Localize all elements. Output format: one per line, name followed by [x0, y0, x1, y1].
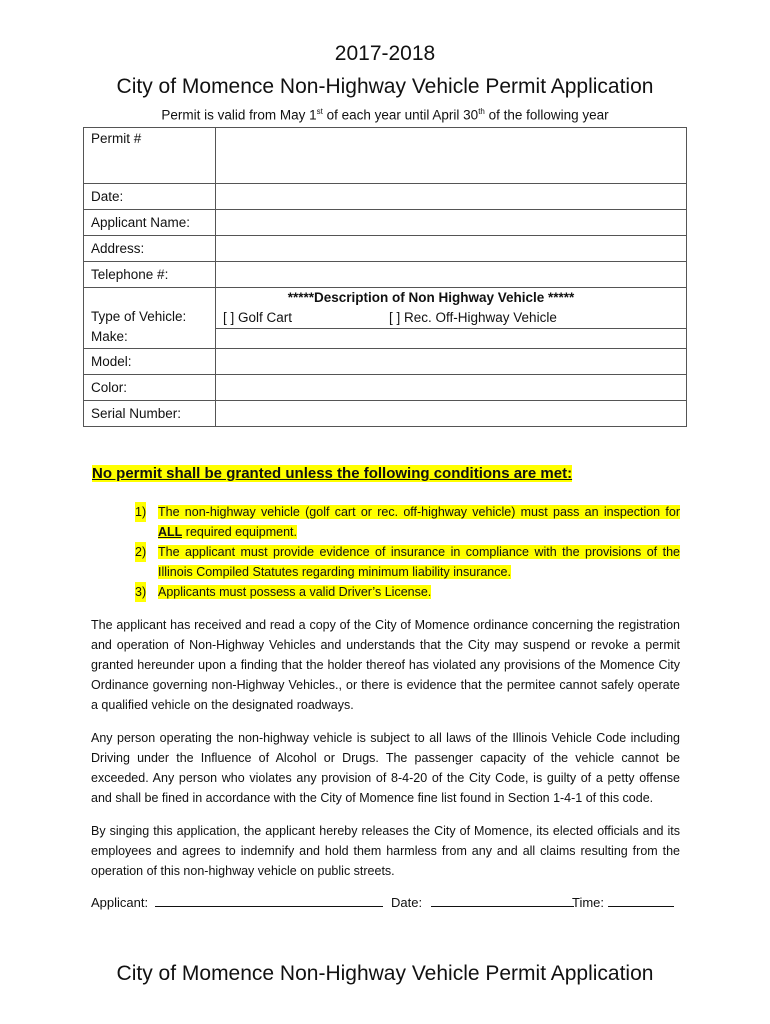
subtitle-sup-2: th	[478, 107, 485, 116]
applicant-signature-field[interactable]	[155, 893, 383, 907]
condition-text-part: required equipment.	[182, 525, 297, 539]
subtitle-text-1: Permit is valid from May 1	[161, 107, 317, 123]
date-label: Date:	[84, 184, 216, 210]
subtitle-sup-1: st	[316, 107, 323, 116]
date-field[interactable]	[216, 184, 687, 210]
permit-label: Permit #	[84, 128, 216, 184]
vehicle-description-cell	[216, 288, 687, 349]
condition-item	[135, 542, 680, 582]
model-label: Model:	[84, 349, 216, 375]
model-field[interactable]	[216, 349, 687, 375]
color-row	[84, 375, 687, 401]
condition-text	[158, 582, 680, 602]
telephone-field[interactable]	[216, 262, 687, 288]
address-label: Address:	[84, 236, 216, 262]
date-signature-label: Date:	[391, 895, 423, 910]
conditions-list	[135, 502, 680, 602]
address-row	[84, 236, 687, 262]
serial-field[interactable]	[216, 401, 687, 427]
make-field[interactable]	[216, 328, 686, 348]
subtitle-text-3: of the following year	[484, 107, 609, 123]
vehicle-code-paragraph: Any person operating the non-highway vehicle is subject to all laws of the Illinois Vehicle Code including Driving under the Influence of Alcohol or Drugs. The passenger capacity of the vehicle cannot be exceeded. Any person who violates any provision of 8-4-20 of the City Code, is guilty of a petty offense and shall be fined in accordance with the City of Momence fine list found in Section 1-4-1 of this code.	[91, 731, 680, 805]
date-signature-field[interactable]	[431, 893, 574, 907]
description-heading: *****Description of Non Highway Vehicle *****	[287, 290, 575, 305]
telephone-row	[84, 262, 687, 288]
applicant-name-field[interactable]	[216, 210, 687, 236]
subtitle-text-2: of each year until April 30	[322, 107, 479, 123]
permit-form-table	[83, 127, 687, 427]
validity-subtitle	[0, 107, 770, 123]
condition-text-part: The non-highway vehicle (golf cart or rec. off-highway vehicle) must pass an inspection for	[158, 505, 680, 519]
condition-number: 2)	[135, 542, 146, 562]
color-label: Color:	[84, 375, 216, 401]
color-field[interactable]	[216, 375, 687, 401]
condition-text-part: The applicant must provide evidence of insurance in compliance with the provisions of the Illinois Compiled Statutes regarding minimum liability insurance.	[158, 545, 680, 579]
applicant-signature	[91, 893, 383, 910]
permit-field[interactable]	[216, 128, 687, 184]
model-row	[84, 349, 687, 375]
condition-text	[158, 502, 680, 542]
date-signature	[391, 893, 574, 910]
release-paragraph: By singing this application, the applicant hereby releases the City of Momence, its elected officials and its employees and agrees to indemnify and hold them harmless from any and all claims resulting from the operation of this non-highway vehicle on public streets.	[91, 824, 680, 878]
ordinance-paragraph: The applicant has received and read a copy of the City of Momence ordinance concerning the registration and operation of Non-Highway Vehicles and understands that the City may suspend or revoke a permit granted hereunder upon a finding that the holder thereof has violated any provisions of the Momence City Ordinance governing non-Highway Vehicles., or there is evidence that the permitee cannot safely operate a qualified vehicle on the designated roadways.	[91, 618, 680, 712]
condition-item	[135, 502, 680, 542]
condition-emphasis: ALL	[158, 525, 183, 539]
vehicle-type-row	[84, 288, 687, 349]
condition-text	[158, 542, 680, 582]
vehicle-type-labels	[84, 288, 216, 349]
vehicle-options	[223, 308, 679, 328]
applicant-signature-label: Applicant:	[91, 895, 149, 910]
type-of-vehicle-label: Type of Vehicle:	[91, 309, 187, 324]
telephone-label: Telephone #:	[84, 262, 216, 288]
footer-title: City of Momence Non-Highway Vehicle Permit Application	[116, 962, 654, 985]
applicant-name-label: Applicant Name:	[84, 210, 216, 236]
permit-row	[84, 128, 687, 184]
address-field[interactable]	[216, 236, 687, 262]
condition-text-part: Applicants must possess a valid Driver’s License.	[158, 585, 432, 599]
rec-vehicle-checkbox[interactable]: [ ] Rec. Off-Highway Vehicle	[389, 310, 557, 325]
serial-label: Serial Number:	[84, 401, 216, 427]
make-label: Make:	[91, 329, 128, 344]
conditions-title: No permit shall be granted unless the following conditions are met:	[92, 465, 573, 482]
condition-item	[135, 582, 680, 602]
date-row	[84, 184, 687, 210]
year-heading: 2017-2018	[334, 42, 436, 65]
applicant-name-row	[84, 210, 687, 236]
serial-row	[84, 401, 687, 427]
page-title: City of Momence Non-Highway Vehicle Permit Application	[116, 75, 654, 98]
time-signature	[572, 893, 674, 910]
time-signature-field[interactable]	[608, 893, 674, 907]
time-signature-label: Time:	[572, 895, 605, 910]
condition-number: 3)	[135, 582, 146, 602]
condition-number: 1)	[135, 502, 146, 522]
golf-cart-checkbox[interactable]: [ ] Golf Cart	[223, 310, 293, 325]
